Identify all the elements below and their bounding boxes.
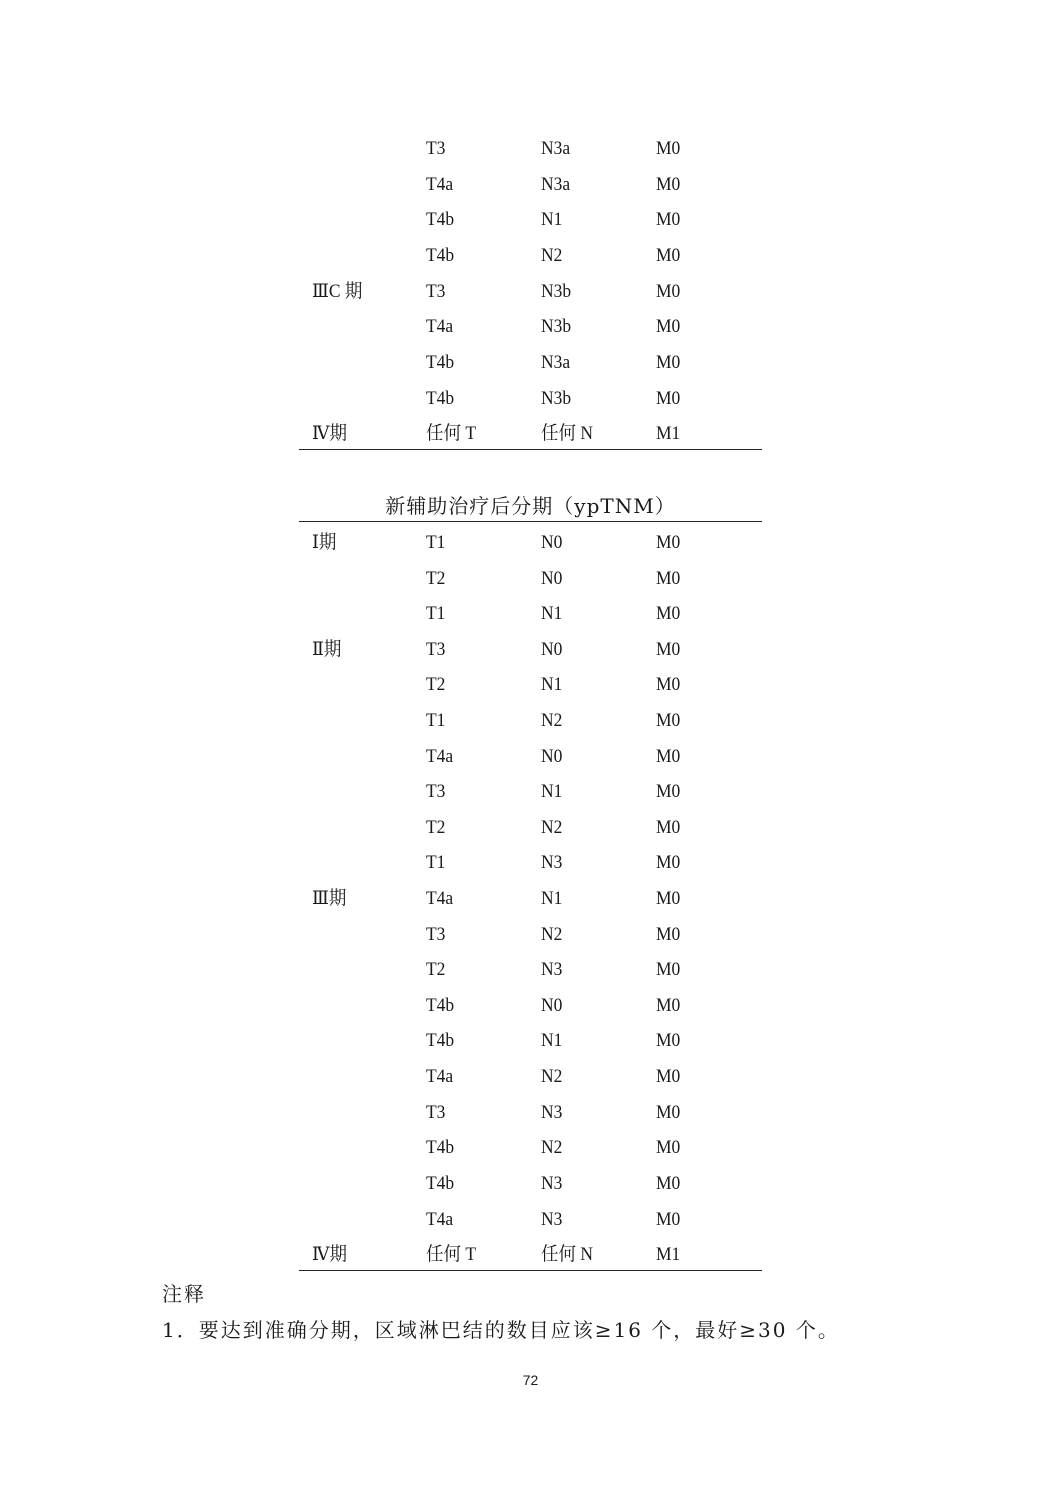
n-cell: N2 [541, 1137, 563, 1158]
m-cell: M0 [656, 781, 681, 802]
m-cell: M0 [656, 746, 681, 767]
t-cell: T2 [426, 674, 446, 695]
n-cell: N3 [541, 1173, 563, 1194]
n-cell: N0 [541, 639, 563, 660]
table-row [0, 1059, 1061, 1095]
stage-cell: ⅢC 期 [312, 281, 363, 302]
m-cell: M0 [656, 209, 681, 230]
n-cell: N3 [541, 852, 563, 873]
table-row [0, 1237, 1061, 1273]
table-row [0, 739, 1061, 775]
m-cell: M0 [656, 1066, 681, 1087]
n-cell: N1 [541, 674, 563, 695]
t-cell: T3 [426, 781, 446, 802]
table-row [0, 810, 1061, 846]
n-cell: N1 [541, 781, 563, 802]
t-cell: T4a [426, 174, 454, 195]
table-row [0, 274, 1061, 310]
n-cell: 任何 N [541, 423, 593, 444]
table-row [0, 988, 1061, 1024]
t-cell: T4a [426, 746, 454, 767]
n-cell: N0 [541, 746, 563, 767]
n-cell: N3a [541, 352, 571, 373]
table-row [0, 309, 1061, 345]
table-row [0, 1130, 1061, 1166]
m-cell: M0 [656, 888, 681, 909]
t-cell: T3 [426, 924, 446, 945]
table-row [0, 774, 1061, 810]
table-row [0, 238, 1061, 274]
n-cell: N2 [541, 710, 563, 731]
n-cell: 任何 N [541, 1244, 593, 1265]
n-cell: N0 [541, 995, 563, 1016]
stage-cell: Ⅲ期 [312, 888, 347, 909]
table-row [0, 667, 1061, 703]
page-number: 72 [522, 1372, 539, 1388]
t-cell: T2 [426, 568, 446, 589]
m-cell: M0 [656, 639, 681, 660]
stage-cell: Ⅰ期 [312, 532, 337, 553]
t-cell: T4b [426, 995, 455, 1016]
t-cell: T4a [426, 1066, 454, 1087]
n-cell: N2 [541, 245, 563, 266]
table-row [0, 1202, 1061, 1238]
m-cell: M0 [656, 995, 681, 1016]
table-row [0, 632, 1061, 668]
t-cell: T3 [426, 138, 446, 159]
t-cell: T1 [426, 603, 446, 624]
n-cell: N3a [541, 138, 571, 159]
t-cell: T3 [426, 1102, 446, 1123]
m-cell: M0 [656, 1030, 681, 1051]
m-cell: M0 [656, 852, 681, 873]
t-cell: T4b [426, 1173, 455, 1194]
t-cell: T4b [426, 1137, 455, 1158]
m-cell: M0 [656, 674, 681, 695]
stage-cell: Ⅳ期 [312, 423, 347, 444]
n-cell: N3b [541, 316, 572, 337]
m-cell: M0 [656, 532, 681, 553]
t-cell: T4a [426, 1209, 454, 1230]
n-cell: N2 [541, 1066, 563, 1087]
n-cell: N1 [541, 603, 563, 624]
t-cell: T4a [426, 316, 454, 337]
table-title: 新辅助治疗后分期（ypTNM） [385, 494, 676, 518]
n-cell: N1 [541, 1030, 563, 1051]
m-cell: M1 [656, 1244, 681, 1265]
table-row [0, 1166, 1061, 1202]
table-row [0, 703, 1061, 739]
m-cell: M0 [656, 1102, 681, 1123]
m-cell: M0 [656, 1137, 681, 1158]
table-row [0, 381, 1061, 417]
n-cell: N2 [541, 817, 563, 838]
table-row [0, 345, 1061, 381]
t-cell: T4b [426, 209, 455, 230]
n-cell: N3b [541, 281, 572, 302]
m-cell: M0 [656, 138, 681, 159]
t-cell: T1 [426, 852, 446, 873]
m-cell: M0 [656, 817, 681, 838]
table-row [0, 525, 1061, 561]
m-cell: M0 [656, 1173, 681, 1194]
m-cell: M0 [656, 388, 681, 409]
notes-heading: 注释 [162, 1282, 206, 1306]
table-row [0, 416, 1061, 452]
t-cell: 任何 T [426, 423, 477, 444]
t-cell: T3 [426, 281, 446, 302]
table-row [0, 1095, 1061, 1131]
m-cell: M0 [656, 245, 681, 266]
t-cell: T4b [426, 1030, 455, 1051]
t-cell: 任何 T [426, 1244, 477, 1265]
n-cell: N3 [541, 1102, 563, 1123]
table-row [0, 561, 1061, 597]
n-cell: N0 [541, 568, 563, 589]
m-cell: M0 [656, 174, 681, 195]
t-cell: T4b [426, 352, 455, 373]
stage-cell: Ⅳ期 [312, 1244, 347, 1265]
n-cell: N3b [541, 388, 572, 409]
table-row [0, 167, 1061, 203]
m-cell: M0 [656, 959, 681, 980]
t-cell: T4b [426, 388, 455, 409]
table-bottom-rule [299, 1270, 762, 1271]
note-item-1: 1．要达到准确分期，区域淋巴结的数目应该≥16 个，最好≥30 个。 [162, 1318, 840, 1342]
m-cell: M0 [656, 924, 681, 945]
n-cell: N3a [541, 174, 571, 195]
table-bottom-rule [299, 449, 762, 450]
table-row [0, 845, 1061, 881]
table-row [0, 952, 1061, 988]
table-top-rule [299, 521, 762, 522]
table-row [0, 881, 1061, 917]
m-cell: M0 [656, 603, 681, 624]
stage-cell: Ⅱ期 [312, 639, 342, 660]
t-cell: T2 [426, 817, 446, 838]
n-cell: N0 [541, 532, 563, 553]
table-row [0, 202, 1061, 238]
m-cell: M0 [656, 710, 681, 731]
m-cell: M0 [656, 316, 681, 337]
n-cell: N3 [541, 959, 563, 980]
m-cell: M0 [656, 352, 681, 373]
t-cell: T3 [426, 639, 446, 660]
m-cell: M0 [656, 568, 681, 589]
t-cell: T2 [426, 959, 446, 980]
m-cell: M0 [656, 1209, 681, 1230]
m-cell: M1 [656, 423, 681, 444]
n-cell: N2 [541, 924, 563, 945]
t-cell: T4a [426, 888, 454, 909]
m-cell: M0 [656, 281, 681, 302]
table-row [0, 917, 1061, 953]
table-row [0, 1023, 1061, 1059]
t-cell: T4b [426, 245, 455, 266]
t-cell: T1 [426, 532, 446, 553]
table-row [0, 131, 1061, 167]
n-cell: N1 [541, 209, 563, 230]
n-cell: N3 [541, 1209, 563, 1230]
t-cell: T1 [426, 710, 446, 731]
table-row [0, 596, 1061, 632]
n-cell: N1 [541, 888, 563, 909]
